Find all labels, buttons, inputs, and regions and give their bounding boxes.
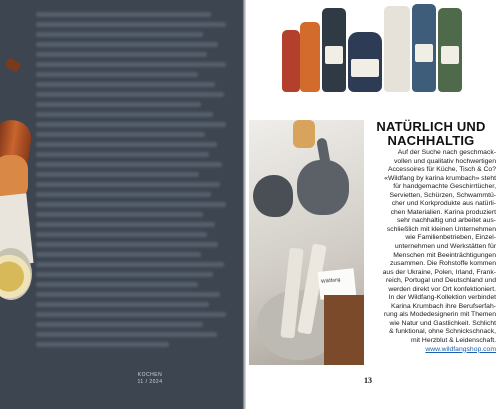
herb-garnish bbox=[4, 57, 21, 73]
body-line: zusammen. Die Rohstoffe kommen bbox=[389, 260, 496, 268]
bottles-photo bbox=[278, 0, 464, 92]
body-line: rung als Modedesignerin mit Themen bbox=[383, 311, 496, 319]
body-line: vollen und qualitativ hochwertigen bbox=[393, 157, 496, 165]
headline-line-2: NACHHALTIG bbox=[387, 133, 475, 148]
left-page-footer bbox=[120, 372, 180, 386]
shop-url-link[interactable]: www.wildfangshop.com bbox=[425, 345, 496, 353]
body-line: wie Natur und Gastlichkeit. Schlicht bbox=[389, 319, 496, 327]
body-line: für handgemachte Geschirrtücher, bbox=[393, 183, 496, 191]
wildfang-product-photo bbox=[249, 120, 364, 365]
page-number: 13 bbox=[364, 376, 372, 385]
bottle-image bbox=[300, 22, 320, 92]
article-body bbox=[366, 149, 496, 354]
body-line: chen Materialien. Karina produziert bbox=[390, 208, 496, 216]
wooden-board bbox=[324, 295, 364, 365]
bottle-image bbox=[412, 4, 436, 92]
bottle-image bbox=[384, 6, 410, 92]
article-headline bbox=[366, 120, 496, 148]
body-line: & funktional, ohne Schnickschnack, bbox=[389, 328, 496, 336]
body-line: Menschen mit Beeinträchtigungen bbox=[393, 251, 496, 259]
left-page-blurred bbox=[0, 0, 242, 409]
body-line: reich, Portugal und Deutschland und bbox=[386, 277, 496, 285]
body-line: cher und Korkprodukte aus natürli- bbox=[391, 200, 496, 208]
body-line: Auf der Suche nach geschmack- bbox=[397, 149, 496, 156]
bottle-image bbox=[282, 30, 300, 92]
body-line: wie Familienbetrieben, Einzel- bbox=[405, 234, 496, 242]
body-line: Servietten, Schürzen, Schwammtü- bbox=[389, 191, 496, 199]
body-line: aus der Ukraine, Polen, Irland, Frank- bbox=[382, 268, 496, 276]
footer-magazine-name: KOCHEN bbox=[137, 372, 163, 378]
body-line: schließlich mit kleinen Unternehmen bbox=[386, 225, 496, 233]
body-line: mit Herzblut & Leidenschaft. bbox=[410, 337, 496, 345]
body-line: «Wildfang by karina krumbach» steht bbox=[384, 174, 496, 182]
body-line: werden direkt vor Ort konfektioniert. bbox=[388, 285, 496, 293]
brand-card-label: Wildfang bbox=[320, 276, 341, 286]
page-gutter bbox=[242, 0, 246, 409]
bird-print bbox=[253, 175, 293, 217]
body-line: unternehmen und Werkstätten für bbox=[394, 243, 496, 251]
bottle-image bbox=[438, 8, 462, 92]
footer-issue: 11 / 2024 bbox=[137, 379, 163, 385]
rabbit-print bbox=[297, 160, 349, 215]
body-line: In der Wildfang-Kollektion verbindet bbox=[388, 294, 496, 302]
body-line: sehr nachhaltig und arbeitet aus- bbox=[397, 217, 496, 225]
blurred-text-block bbox=[36, 12, 226, 352]
body-line: Karina Krumbach ihre Berufserfah- bbox=[390, 302, 496, 310]
bread-image bbox=[293, 120, 315, 148]
headline-line-1: NATÜRLICH UND bbox=[376, 119, 486, 134]
jar-image bbox=[348, 32, 382, 92]
bottle-image bbox=[322, 8, 346, 92]
body-line: Accessoires für Küche, Tisch & Co? bbox=[387, 166, 496, 174]
